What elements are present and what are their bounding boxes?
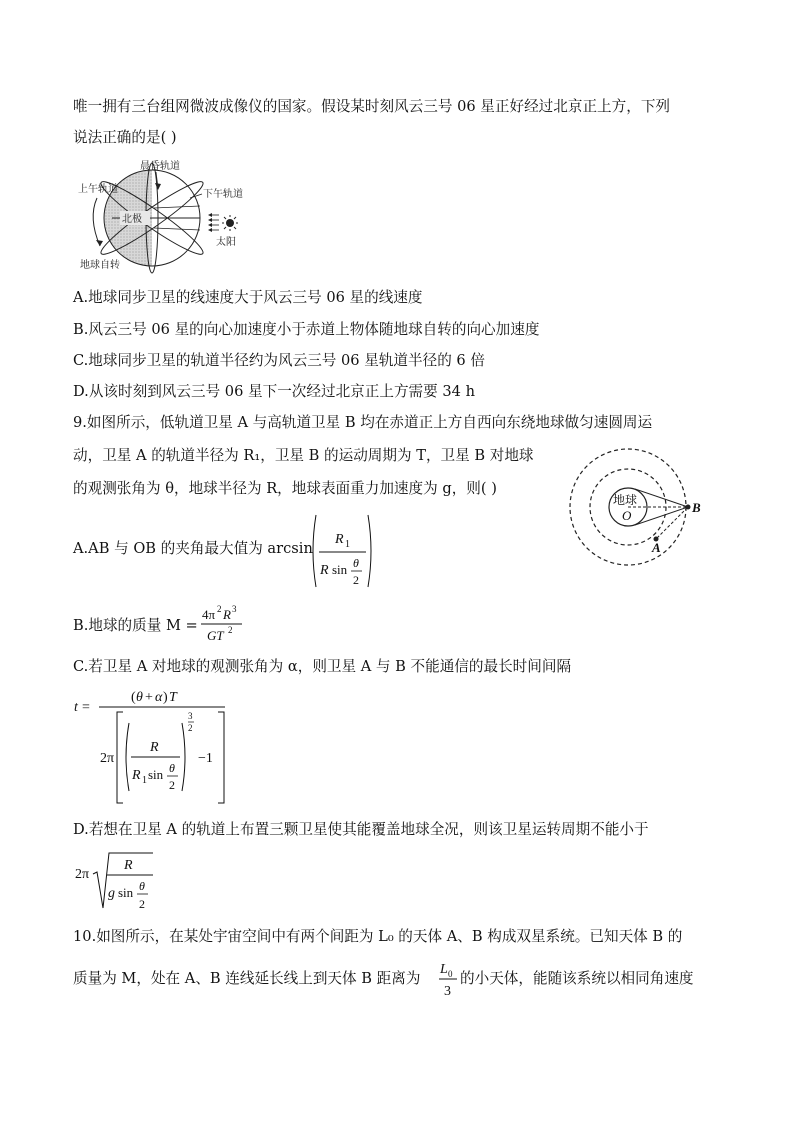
svg-text:2: 2 xyxy=(228,625,233,635)
svg-text:R: R xyxy=(132,768,141,783)
svg-text:θ: θ xyxy=(136,690,143,705)
q9-option-b-formula xyxy=(200,602,246,653)
svg-text:2: 2 xyxy=(353,573,359,587)
q9-option-c-formula xyxy=(73,685,233,814)
satellite-b-label: B xyxy=(692,500,701,515)
q10-line-2a: 质量为 M，处在 A、B 连线延长线上到天体 B 距离为 xyxy=(73,970,421,987)
svg-text:−1: −1 xyxy=(198,751,213,766)
dawn-dusk-orbit-label: 晨昏轨道 xyxy=(140,161,180,172)
svg-text:): ) xyxy=(163,690,168,705)
svg-text:2: 2 xyxy=(139,897,145,911)
svg-text:1: 1 xyxy=(345,539,350,550)
satellite-orbit-diagram xyxy=(568,440,718,570)
svg-text:R: R xyxy=(335,532,344,547)
earth-rotation-label: 地球自转 xyxy=(80,260,120,271)
svg-text:(: ( xyxy=(131,690,136,705)
svg-text:R: R xyxy=(124,858,133,873)
svg-text:R: R xyxy=(320,563,329,578)
q9-option-a-text: A.AB 与 OB 的夹角最大值为 arcsin xyxy=(73,540,313,557)
svg-text:θ: θ xyxy=(139,879,145,893)
svg-text:4π: 4π xyxy=(202,607,216,622)
svg-text:2: 2 xyxy=(188,723,193,733)
sun-icon xyxy=(222,215,238,231)
satellite-a-label: A xyxy=(652,540,661,555)
svg-text:0: 0 xyxy=(448,969,453,979)
q9-option-b-text: B.地球的质量 M = xyxy=(73,617,198,634)
afternoon-orbit-label: 下午轨道 xyxy=(203,189,243,200)
svg-text:3: 3 xyxy=(232,604,237,614)
question-intro-line-1: 唯一拥有三台组网微波成像仪的国家。假设某时刻风云三号 06 星正好经过北京正上方，下列 xyxy=(73,98,671,115)
q8-option-a: A.地球同步卫星的线速度大于风云三号 06 星的线速度 xyxy=(73,289,423,306)
svg-text:R: R xyxy=(223,607,231,622)
svg-text:T: T xyxy=(169,690,177,705)
svg-text:sin: sin xyxy=(148,767,164,782)
center-o-label: O xyxy=(622,508,632,523)
svg-text:3: 3 xyxy=(188,711,193,721)
q9-line-1: 9.如图所示，低轨道卫星 A 与高轨道卫星 B 均在赤道正上方自西向东绕地球做匀速圆周运 xyxy=(73,414,653,431)
morning-orbit-label: 上午轨道 xyxy=(78,184,118,195)
svg-text:R: R xyxy=(150,740,159,755)
svg-text:+: + xyxy=(145,690,153,705)
svg-text:L: L xyxy=(440,962,448,977)
svg-text:1: 1 xyxy=(142,775,147,786)
q9-line-2: 动，卫星 A 的轨道半径为 R₁，卫星 B 的运动周期为 T，卫星 B 对地球 xyxy=(73,447,534,464)
svg-text:sin: sin xyxy=(332,562,348,577)
svg-text:θ: θ xyxy=(169,761,175,775)
svg-text:GT: GT xyxy=(207,628,224,643)
q9-option-d-formula xyxy=(73,848,157,919)
north-pole-label: 北极 xyxy=(122,214,142,225)
question-intro-line-2: 说法正确的是( ) xyxy=(73,129,177,146)
q10-fraction-l0-over-3 xyxy=(437,958,459,1005)
q8-option-b: B.风云三号 06 星的向心加速度小于赤道上物体随地球自转的向心加速度 xyxy=(73,321,540,338)
q9-option-c-text: C.若卫星 A 对地球的观测张角为 α，则卫星 A 与 B 不能通信的最长时间间隔 xyxy=(73,658,572,675)
earth-label: 地球 xyxy=(613,493,638,507)
q8-option-d: D.从该时刻到风云三号 06 星下一次经过北京正上方需要 34 h xyxy=(73,383,475,400)
svg-text:α: α xyxy=(155,690,163,705)
svg-text:2π: 2π xyxy=(75,867,90,882)
q9-option-d-text: D.若想在卫星 A 的轨道上布置三颗卫星使其能覆盖地球全况，则该卫星运转周期不能小于 xyxy=(73,821,649,838)
q9-option-a-formula xyxy=(309,512,375,595)
svg-text:θ: θ xyxy=(353,556,359,570)
svg-text:g: g xyxy=(108,886,115,901)
sun-label: 太阳 xyxy=(216,237,236,248)
q8-option-c: C.地球同步卫星的轨道半径约为风云三号 06 星轨道半径的 6 倍 xyxy=(73,352,485,369)
svg-text:=: = xyxy=(82,700,90,715)
svg-text:2: 2 xyxy=(217,604,222,614)
svg-text:2π: 2π xyxy=(100,751,115,766)
svg-text:t: t xyxy=(74,700,78,715)
svg-text:3: 3 xyxy=(444,984,451,999)
svg-text:2: 2 xyxy=(169,778,175,792)
q9-line-3: 的观测张角为 θ，地球半径为 R，地球表面重力加速度为 g，则( ) xyxy=(73,480,497,497)
q10-line-1: 10.如图所示，在某处宇宙空间中有两个间距为 L₀ 的天体 A、B 构成双星系统。已知天体 B 的 xyxy=(73,928,683,945)
svg-text:sin: sin xyxy=(118,885,134,900)
orbit-diagram xyxy=(72,158,252,276)
q10-line-2b: 的小天体，能随该系统以相同角速度 xyxy=(460,970,694,987)
